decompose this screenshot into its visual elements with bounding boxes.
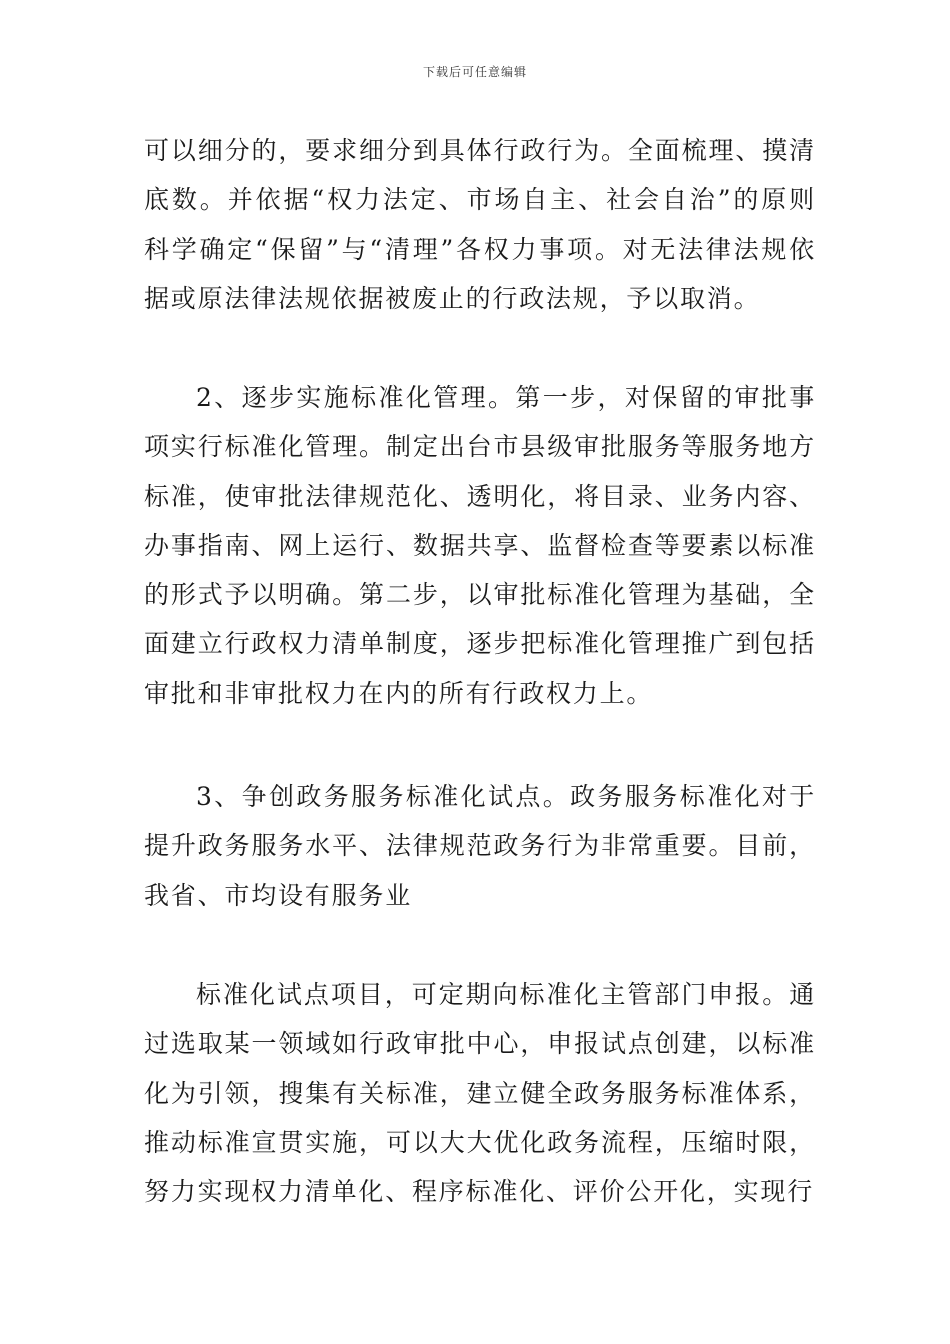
paragraph-standardized-management: 2、逐步实施标准化管理。第一步，对保留的审批事项实行标准化管理。制定出台市县级审批服务等服务地方标准，使审批法律规范化、透明化，将目录、业务内容、办事指南、网上运行、数据共享、监督检查等要素以标准的形式予以明确。第二步，以审批标准化管理为基础，全面建立行政权力清单制度，逐步把标准化管理推广到包括审批和非审批权力在内的所有行政权力上。	[144, 383, 816, 708]
paragraph-pilot-program: 3、争创政务服务标准化试点。政务服务标准化对于提升政务服务水平、法律规范政务行为非常重要。目前，我省、市均设有服务业	[144, 782, 816, 910]
paragraph-continuation: 可以细分的，要求细分到具体行政行为。全面梳理、摸清底数。并依据“权力法定、市场自主、社会自治”的原则科学确定“保留”与“清理”各权力事项。对无法律法规依据或原法律法规依据被废止的行政法规，予以取消。	[144, 136, 816, 313]
page-header: 下载后可任意编辑	[422, 65, 527, 79]
paragraph-pilot-project: 标准化试点项目，可定期向标准化主管部门申报。通过选取某一领域如行政审批中心，申报试点创建，以标准化为引领，搜集有关标准，建立健全政务服务标准体系，推动标准宣贯实施，可以大大优化政务流程，压缩时限，努力实现权力清单化、程序标准化、评价公开化，实现行	[144, 980, 816, 1207]
